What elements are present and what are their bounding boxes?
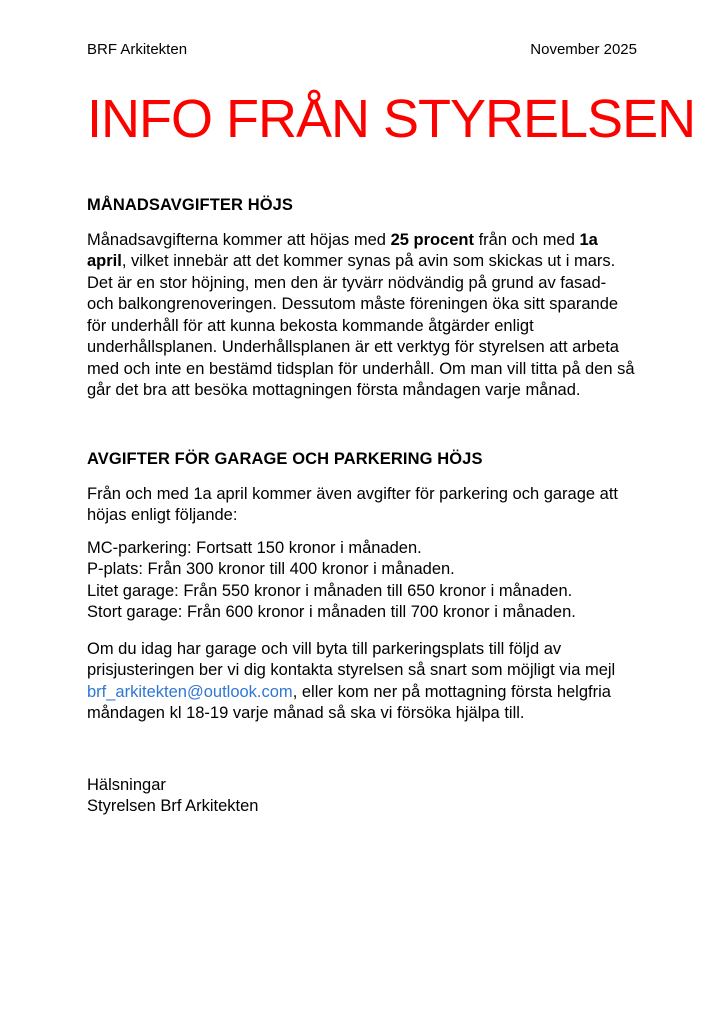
text-run: Från och med 1a april kommer även avgifter för parkering och garage att höjas enligt följande: — [87, 484, 619, 525]
email-link[interactable]: brf_arkitekten@outlook.com — [87, 682, 293, 701]
header-association-name: BRF Arkitekten — [87, 41, 188, 58]
monthly-fees-paragraph — [87, 230, 637, 402]
price-list-item: Stort garage: Från 600 kronor i månaden till 700 kronor i månaden. — [87, 603, 576, 622]
page-title: INFO FRÅN STYRELSEN — [87, 89, 696, 149]
header-date: November 2025 — [530, 41, 637, 58]
signature-sender: Styrelsen Brf Arkitekten — [87, 797, 259, 816]
text-run: Om du idag har garage och vill byta till parkeringsplats till följd av prisjusteringen ber vi dig kontakta styrelsen så snart som möjligt via mejl — [87, 639, 616, 680]
bold-text: 25 procent — [390, 230, 475, 249]
signature — [87, 775, 637, 818]
signature-greeting: Hälsningar — [87, 775, 166, 794]
section-garage-parking — [87, 450, 637, 725]
section-monthly-fees — [87, 196, 637, 402]
section-heading-garage-parking: AVGIFTER FÖR GARAGE OCH PARKERING HÖJS — [87, 449, 483, 468]
price-list-item: MC-parkering: Fortsatt 150 kronor i månaden. — [87, 538, 422, 557]
price-list-item: Litet garage: Från 550 kronor i månaden till 650 kronor i månaden. — [87, 581, 573, 600]
price-list-item: P-plats: Från 300 kronor till 400 kronor i månaden. — [87, 560, 455, 579]
garage-parking-intro — [87, 484, 637, 527]
text-run: , eller kom ner på mottagning första helgfria måndagen kl 18-19 varje månad så ska vi försöka hjälpa till. — [87, 682, 611, 723]
section-heading-monthly-fees: MÅNADSAVGIFTER HÖJS — [87, 195, 294, 214]
contact-paragraph — [87, 639, 637, 725]
page-header — [87, 41, 637, 59]
price-list — [87, 538, 637, 624]
text-run: från och med — [474, 230, 580, 249]
bold-text: 1a april — [87, 230, 598, 271]
text-run: Månadsavgifterna kommer att höjas med — [87, 230, 391, 249]
text-run: , vilket innebär att det kommer synas på avin som skickas ut i mars. Det är en stor höjning, men den är tyvärr nödvändig på grund av fasad- och balkongrenoveringen. Dessutom måste föreningen öka sitt sparande för underhåll för att kunna bekosta kommande åtgärder enligt underhållsplanen. Underhållsplanen är ett verktyg för styrelsen att arbeta med och inte en bestämd tidsplan för underhåll. Om man vill titta på den så går det bra att besöka mottagningen första måndagen varje månad. — [87, 252, 635, 400]
